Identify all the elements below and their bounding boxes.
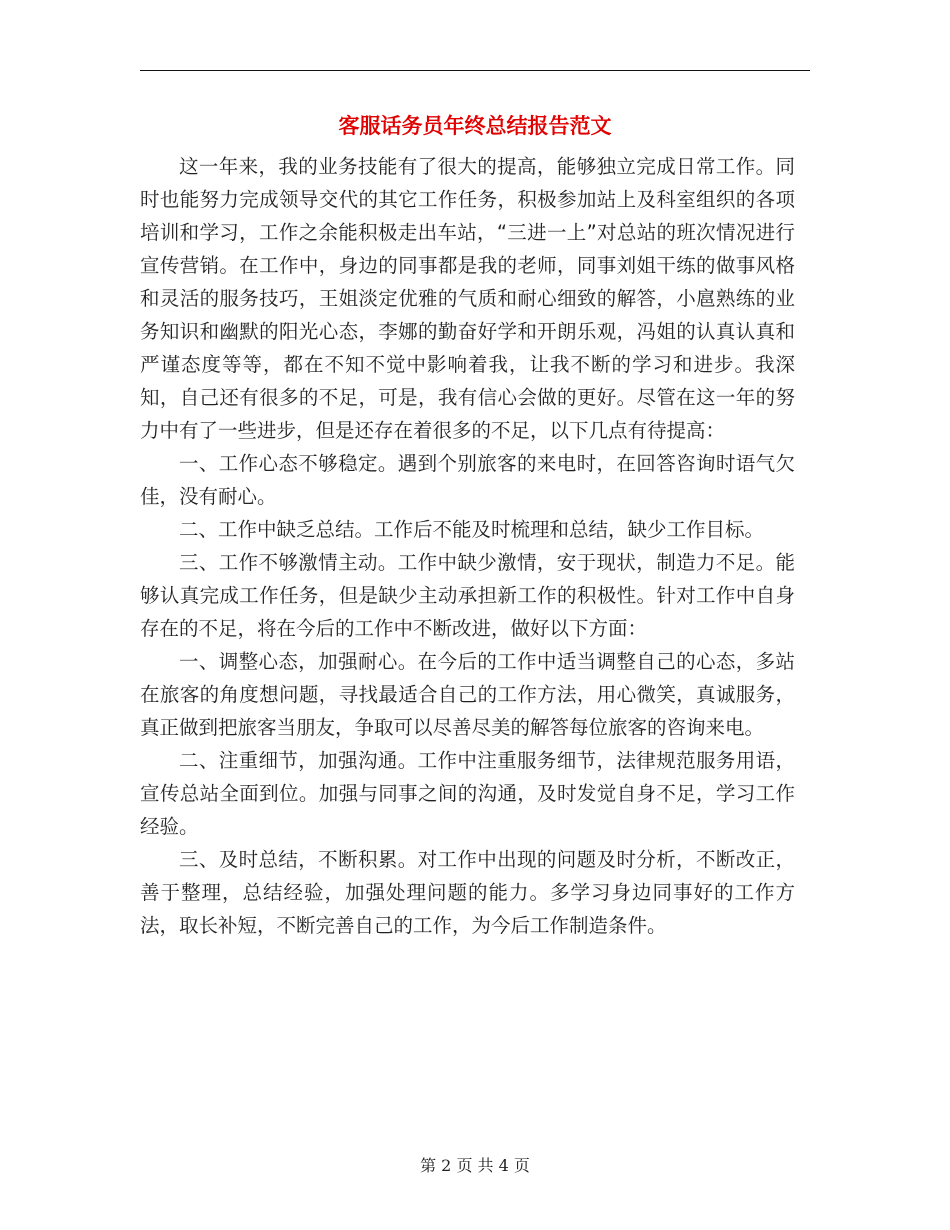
paragraph-plan-1: 一、调整心态，加强耐心。在今后的工作中适当调整自己的心态，多站在旅客的角度想问题，寻找最适合自己的工作方法，用心微笑，真诚服务，真正做到把旅客当朋友，争取可以尽善尽美的解答每位旅客的咨询来电。: [140, 650, 795, 739]
page-number-footer: 第 2 页 共 4 页: [420, 1156, 530, 1175]
paragraph-plan-3: 三、及时总结，不断积累。对工作中出现的问题及时分析，不断改正，善于整理，总结经验，加强处理问题的能力。多学习身边同事好的工作方法，取长补短，不断完善自己的工作，为今后工作制造条件。: [140, 848, 795, 937]
paragraph-issue-3: 三、工作不够激情主动。工作中缺少激情，安于现状，制造力不足。能够认真完成工作任务，但是缺少主动承担新工作的积极性。针对工作中自身存在的不足，将在今后的工作中不断改进，做好以下方面：: [140, 551, 795, 640]
document-title: 客服话务员年终总结报告范文: [338, 113, 612, 138]
paragraph-intro: 这一年来，我的业务技能有了很大的提高，能够独立完成日常工作。同时也能努力完成领导交代的其它工作任务，积极参加站上及科室组织的各项培训和学习，工作之余能积极走出车站，“三进一上”对总站的班次情况进行宣传营销。在工作中，身边的同事都是我的老师，同事刘姐干练的做事风格和灵活的服务技巧，王姐淡定优雅的气质和耐心细致的解答，小扈熟练的业务知识和幽默的阳光心态，李娜的勤奋好学和开朗乐观，冯姐的认真认真和严谨态度等等，都在不知不觉中影响着我，让我不断的学习和进步。我深知，自己还有很多的不足，可是，我有信心会做的更好。尽管在这一年的努力中有了一些进步，但是还存在着很多的不足，以下几点有待提高：: [140, 155, 795, 442]
document-body: [140, 150, 795, 942]
header-rule: [140, 70, 810, 71]
paragraph-issue-2: 二、工作中缺乏总结。工作后不能及时梳理和总结，缺少工作目标。: [179, 518, 765, 541]
paragraph-plan-2: 二、注重细节，加强沟通。工作中注重服务细节，法律规范服务用语，宣传总站全面到位。加强与同事之间的沟通，及时发觉自身不足，学习工作经验。: [140, 749, 795, 838]
paragraph-issue-1: 一、工作心态不够稳定。遇到个别旅客的来电时，在回答咨询时语气欠佳，没有耐心。: [140, 452, 795, 508]
